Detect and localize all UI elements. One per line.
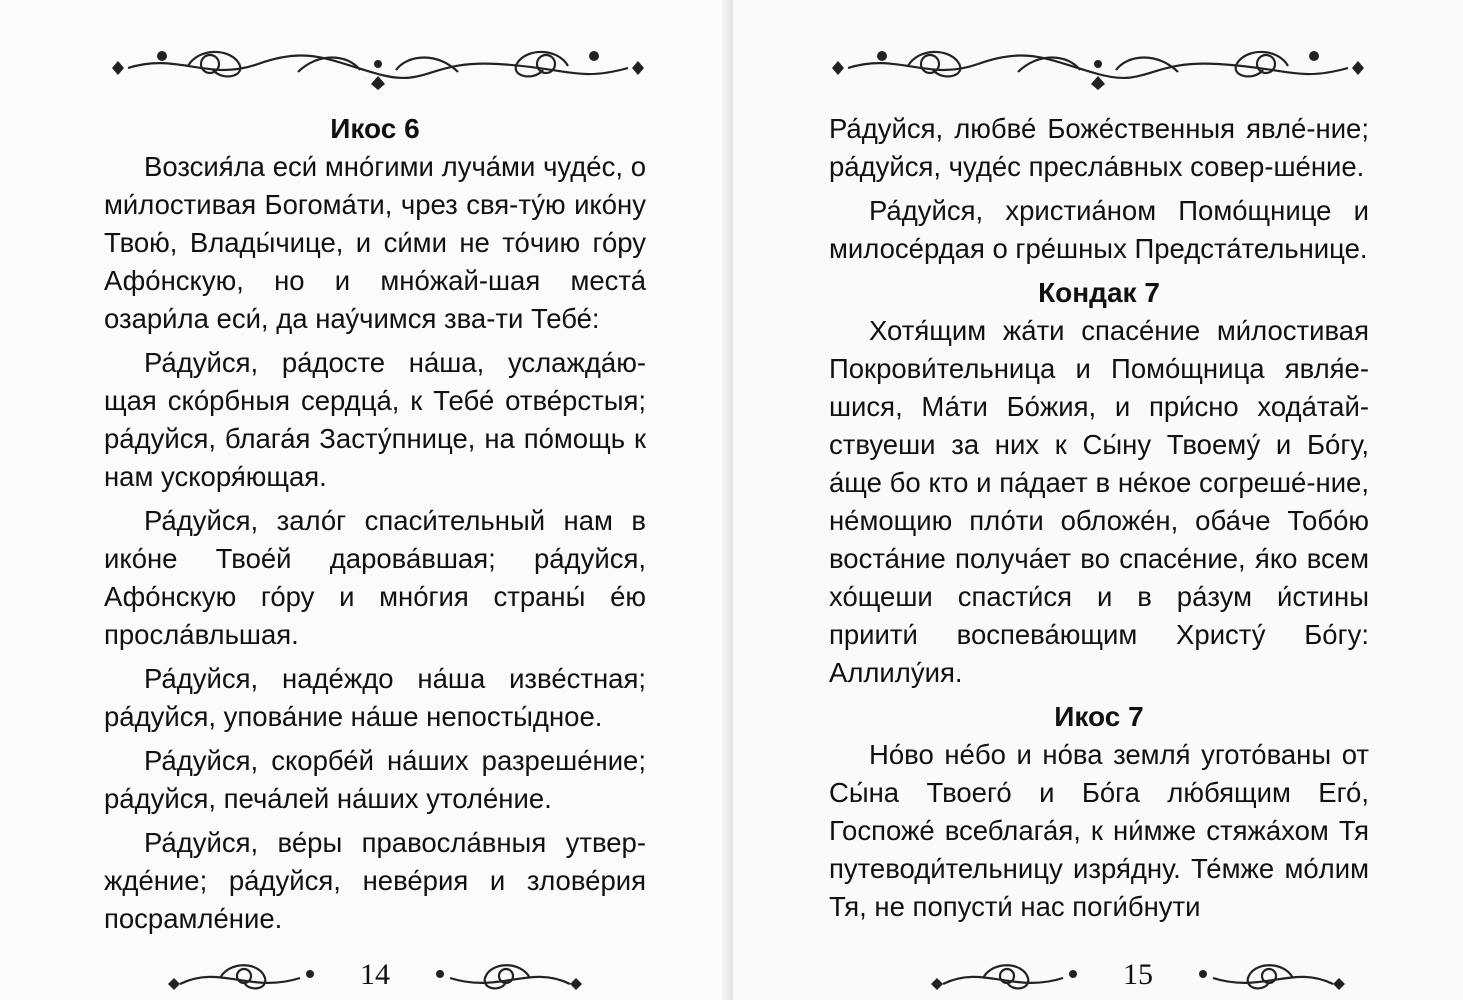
section-heading: Икос 7 <box>1054 701 1144 732</box>
paragraph: Возсия́ла еси́ мно́гими луча́ми чуде́с, о ми́лостивая Богома́ти, чрез свя-ту́ю ико́ну Твою́, Влады́чице, и си́ми не то́чию го́ру Афо́нскую, но и мно́жай-шая места́ озари́ла еси́, да нау́чимся зва-ти Тебе́: <box>104 151 646 334</box>
paragraph: Но́во не́бо и но́ва земля́ угото́ваны от Сы́на Твоего́ и Бо́га лю́бящим Его́, Госпоже́ всеблага́я, к ни́мже стяжа́хом Тя путеводи́тельницу изря́дну. Те́мже мо́лим Тя, не попусти́ нас поги́бнути <box>829 739 1369 922</box>
paragraph: Ра́дуйся, ве́ры правосла́вныя утвер-жде́ние; ра́дуйся, неве́рия и злове́рия посрамле́ние. <box>104 827 646 934</box>
paragraph: Ра́дуйся, любве́ Боже́ственныя явле́-ние; ра́дуйся, чуде́с пресла́вных совер-ше́ние. <box>829 113 1369 182</box>
section-heading: Кондак 7 <box>1038 277 1160 308</box>
top-ornament-icon <box>818 42 1378 92</box>
right-page <box>733 0 1463 1000</box>
left-page-text <box>104 110 646 944</box>
left-page <box>0 0 731 1000</box>
paragraph: Хотя́щим жа́ти спасе́ние ми́лостивая Покрови́тельница и Помо́щница явля́е-шися, Ма́ти Бо́жия, и при́сно хода́тай-ствуеши за них к Сы́ну Твоему́ и Бо́гу, а́ще бо кто и па́дает в не́кое согреше́-ние, не́мощию пло́ти обложе́н, оба́че Тобо́ю воста́ние получа́ет во спасе́ние, я́ко всем хо́щеши спасти́ся и в ра́зум и́стины приити́ воспева́ющим Христу́ Бо́гу: Аллилу́ия. <box>829 315 1369 688</box>
right-page-text <box>829 110 1369 932</box>
paragraph: Ра́дуйся, христиа́ном Помо́щнице и милосе́рдая о гре́шных Предста́тельнице. <box>829 195 1369 264</box>
paragraph: Ра́дуйся, наде́ждо на́ша изве́стная; ра́дуйся, упова́ние на́ше непосты́дное. <box>104 663 646 732</box>
paragraph: Ра́дуйся, зало́г спаси́тельный нам в ико́не Твое́й дарова́вшая; ра́дуйся, Афо́нскую го́ру и мно́гия страны́ е́ю просла́вльшая. <box>104 505 646 650</box>
paragraph: Ра́дуйся, скорбе́й на́ших разреше́ние; ра́дуйся, печа́лей на́ших утоле́ние. <box>104 745 646 814</box>
section-heading: Икос 6 <box>330 113 420 144</box>
page-number: 14 <box>360 958 390 991</box>
top-ornament-icon <box>98 42 658 92</box>
paragraph: Ра́дуйся, ра́досте на́ша, услажда́ю-щая ско́рбныя сердца́, к Тебе́ отве́рстыя; ра́дуйся, блага́я Засту́пнице, на по́мощь к нам ускоря́ющая. <box>104 347 646 492</box>
page-number: 15 <box>1123 958 1153 991</box>
